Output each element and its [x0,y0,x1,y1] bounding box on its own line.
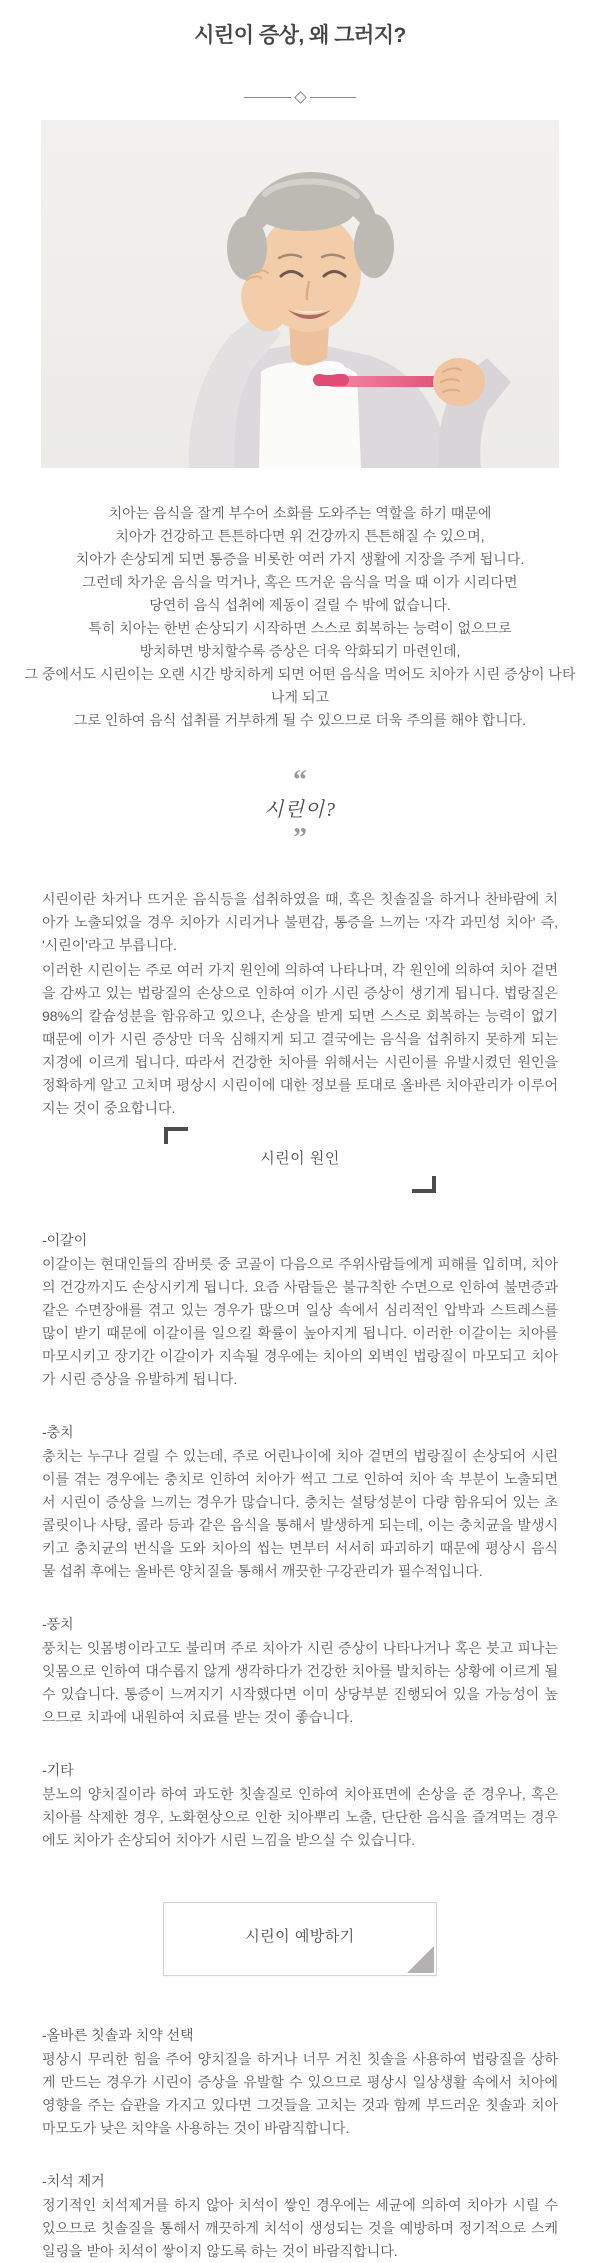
cause-text-cavity: 충치는 누구나 걸릴 수 있는데, 주로 어린나이에 치아 겉면의 법랑질이 손상되어 시린이를 겪는 경우에는 충치로 인하여 치아가 썩고 그로 인하여 치아 속 부분이 노출되면서 시린이 증상을 느끼는 경우가 많습니다. 충치는 설탕성분이 다량 함유되어 있는 초콜릿이나 사탕, 콜라 등과 같은 음식을 통해서 발생하게 되는데, 이는 충치균을 발생시키고 충치균의 번식을 도와 치아의 씹는 면부터 서서히 파괴하기 때문에 평상시 음식물 섭취 후에는 올바른 양치질을 통해서 깨끗한 구강관리가 필수적입니다. [42,1448,558,1579]
cause-text-gum-disease: 풍치는 잇몸병이라고도 불리며 주로 치아가 시린 증상이 나타나거나 혹은 붓고 피나는 잇몸으로 인하여 대수롭지 않게 생각하다가 건강한 치아를 발치하는 상황에 이르게 될 수 있습니다. 통증이 느껴지기 시작했다면 이미 상당부분 진행되어 있을 가능성이 높으므로 치과에 내원하여 치료를 받는 것이 좋습니다. [42,1640,558,1725]
toothpaste [313,361,345,375]
divider-line-left [244,97,291,98]
intro-line: 그 중에서도 시린이는 오랜 시간 방치하게 되면 어떤 음식을 먹어도 치아가 시린 증상이 나타나게 되고 [24,666,576,705]
quote-text: 시린이? [264,799,336,821]
intro-paragraph [20,502,580,732]
causes-heading: 시린이 원인 [260,1149,340,1167]
page-title: 시린이 증상, 왜 그러지? [194,24,406,47]
causes-heading-block [164,1127,436,1193]
photo-elderly-woman-with-toothbrush [41,120,559,468]
corner-bracket-bottom-right-icon [412,1176,436,1193]
close-quote-icon: ” [293,823,307,854]
open-quote-icon: “ [293,765,307,796]
diamond-icon [294,91,307,104]
prevention-heading-box [163,1902,437,1976]
divider-line-right [310,97,357,98]
definition-paragraph-2: 이러한 시린이는 주로 여러 가지 원인에 의하여 나타나며, 각 원인에 의하여 치아 겉면을 감싸고 있는 법랑질의 손상으로 인하여 이가 시린 증상이 생기게 됩니다. 법랑질은 98%의 칼슘성분을 함유하고 있으나, 손상을 받게 되면 스스로 회복하는 능력이 없기 때문에 이가 시린 증상만 더욱 심해지게 되고 결국에는 음식을 섭취하지 못하게 되는 지경에 이르게 됩니다. 따라서 건강한 치아를 위해서는 시린이를 유발시켰던 원인을 정확하게 알고 고치며 평상시 시린이에 대한 정보를 토대로 올바른 치아관리가 이루어지는 것이 중요합니다. [42,962,558,1116]
cause-text-others: 분노의 양치질이라 하여 과도한 칫솔질로 인하여 치아표면에 손상을 준 경우나, 혹은 치아를 삭제한 경우, 노화현상으로 인한 치아뿌리 노출, 단단한 음식을 즐겨먹는 경우에도 치아가 손상되어 치아가 시린 느낌을 받으실 수 있습니다. [42,1786,558,1848]
divider-ornament [244,91,356,104]
quote-block [0,765,600,854]
intro-line: 치아는 음식을 잘게 부수어 소화를 도와주는 역할을 하기 때문에 [108,505,492,521]
prevention-label-toothbrush: -올바른 칫솔과 치약 선택 [42,2027,194,2043]
cause-label-bruxism: -이갈이 [42,1232,88,1248]
prevention-text-scaling: 정기적인 치석제거를 하지 않아 치석이 쌓인 경우에는 세균에 의하여 치아가 시릴 수 있으므로 칫솔질을 통해서 깨끗하게 치석이 생성되는 것을 예방하며 정기적으로 스케일링을 받아 치석이 쌓이지 않도록 하는 것이 바람직합니다. [42,2197,558,2259]
intro-line: 치아가 건강하고 튼튼하다면 위 건강까지 튼튼해질 수 있으며, [115,528,485,544]
prevention-heading: 시린이 예방하기 [245,1927,355,1945]
prevention-label-scaling: -치석 제거 [42,2173,105,2189]
folded-corner-icon [407,1946,434,1973]
intro-line: 그런데 차가운 음식을 먹거나, 혹은 뜨거운 음식을 먹을 때 이가 시리다면 [82,574,518,590]
intro-line: 특히 치아는 한번 손상되기 시작하면 스스로 회복하는 능력이 없으므로 [88,620,512,636]
cause-label-others: -기타 [42,1762,74,1778]
cause-label-cavity: -충치 [42,1424,74,1440]
cause-text-bruxism: 이갈이는 현대인들의 잠버릇 중 코골이 다음으로 주위사람들에게 피해를 입히며, 치아의 건강까지도 손상시키게 됩니다. 요즘 사람들은 불규칙한 수면으로 인하여 불면증과 같은 수면장애를 겪고 있는 경우가 많으며 일상 속에서 심리적인 압박과 스트레스를 많이 받기 때문에 이갈이를 일으킬 확률이 높아지게 됩니다. 이러한 이갈이는 치아를 마모시키고 장기간 이갈이가 지속될 경우에는 치아의 외벽인 법랑질이 마모되고 치아가 시린 증상을 유발하게 됩니다. [42,1256,558,1387]
corner-bracket-top-left-icon [164,1127,188,1144]
hair-side-right [354,214,394,278]
toothbrush-head [313,374,349,386]
intro-line: 그로 인하여 음식 섭취를 거부하게 될 수 있으므로 더욱 주의를 해야 합니다. [73,712,527,728]
definition-paragraph-1: 시린이란 차거나 뜨거운 음식등을 섭취하였을 때, 혹은 칫솔질을 하거나 찬바람에 치아가 노출되었을 경우 치아가 시리거나 불편감, 통증을 느끼는 '자각 과민성 치아' 즉, '시린이'라고 부릅니다. [42,891,558,953]
intro-line: 치아가 손상되게 되면 통증을 비롯한 여러 가지 생활에 지장을 주게 됩니다. [75,551,525,567]
prevention-text-toothbrush: 평상시 무리한 힘을 주어 양치질을 하거나 너무 거친 칫솔을 사용하여 법랑질을 상하게 만드는 경우가 시린이 증상을 유발할 수 있으므로 평상시 일상생활 속에서 치아에 영향을 주는 습관을 가지고 있다면 그것들을 고치는 것과 함께 부드러운 칫솔과 치아 마모도가 낮은 치약을 사용하는 것이 바람직합니다. [42,2051,558,2136]
intro-line: 방치하면 방치할수록 증상은 더욱 악화되기 마련인데, [139,643,461,659]
cause-label-gum-disease: -풍치 [42,1616,74,1632]
intro-line: 당연히 음식 섭취에 제동이 걸릴 수 밖에 없습니다. [149,597,451,613]
